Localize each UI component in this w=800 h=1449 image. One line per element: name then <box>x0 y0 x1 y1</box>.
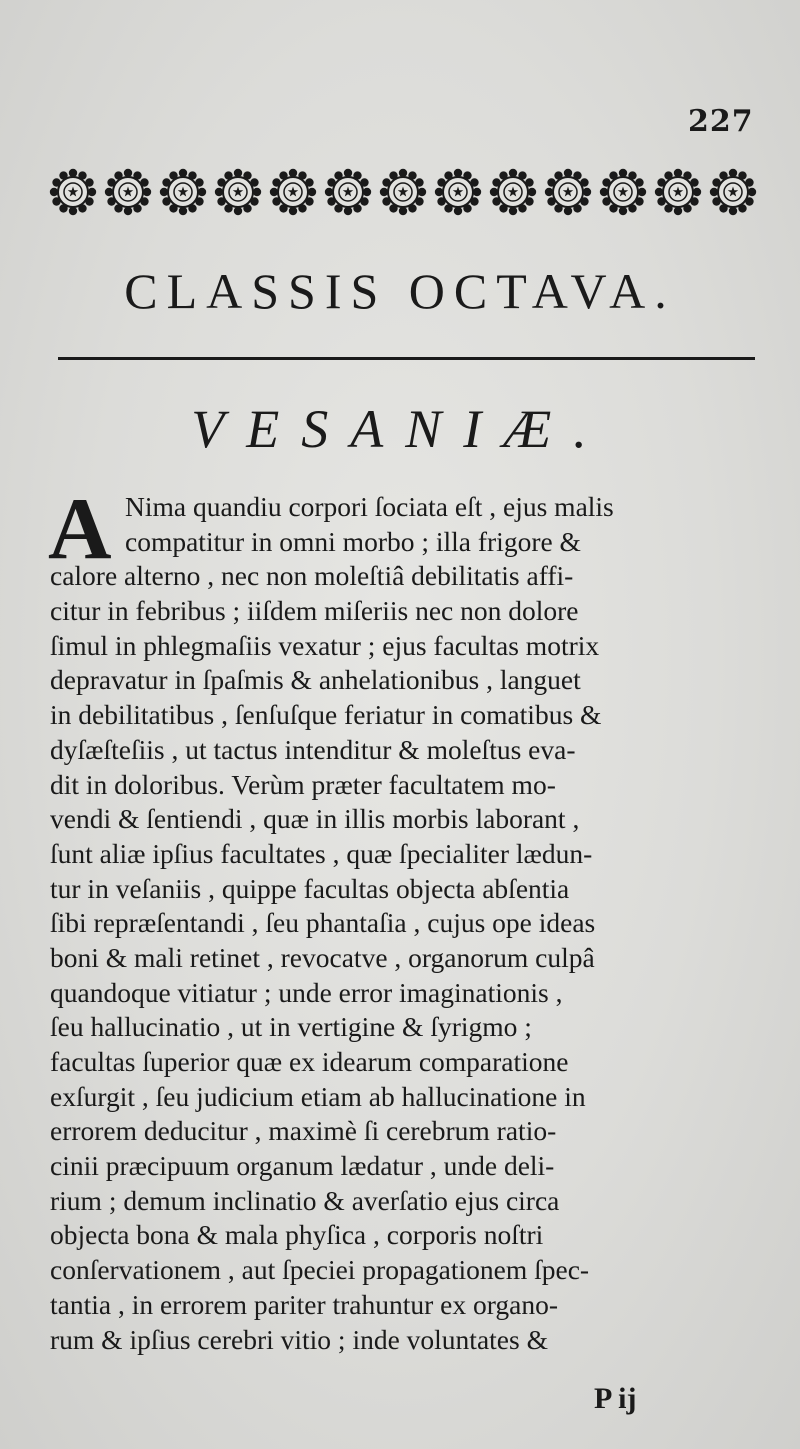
rosette-icon <box>488 167 538 217</box>
text-line: facultas ſuperior quæ ex idearum comparatione <box>50 1046 569 1077</box>
text-line: dyſæſteſiis , ut tactus intenditur & moleſtus eva- <box>50 733 576 765</box>
rosette-icon <box>378 167 428 217</box>
body-text <box>48 481 755 1357</box>
rosette-icon <box>103 167 153 217</box>
text-line: Nima quandiu corpori ſociata eſt , ejus malis <box>125 491 614 522</box>
text-line: ſibi repræſentandi , ſeu phantaſia , cujus ope ideas <box>50 907 596 939</box>
ornament-border <box>48 166 758 218</box>
text-line: ſeu hallucinatio , ut in vertigine & ſyrigmo ; <box>50 1011 532 1043</box>
rosette-icon <box>543 167 593 217</box>
text-line: citur in febribus ; iiſdem miſeriis nec non dolore <box>50 595 579 627</box>
section-subheading: VESANIÆ. <box>191 399 609 459</box>
text-line: rium ; demum inclinatio & averſatio ejus circa <box>50 1184 560 1216</box>
text-line: cinii præcipuum organum lædatur , unde deli- <box>50 1150 555 1182</box>
text-line: vendi & ſentiendi , quæ in illis morbis laborant , <box>50 803 580 835</box>
rosette-icon <box>158 167 208 217</box>
text-line: dit in doloribus. Verùm præter facultatem mo- <box>50 768 556 800</box>
text-line: in debilitatibus , ſenſuſque feriatur in comatibus & <box>50 699 602 731</box>
rosette-icon <box>433 167 483 217</box>
rosette-icon <box>323 167 373 217</box>
text-line: errorem deducitur , maximè ſi cerebrum ratio- <box>50 1115 557 1147</box>
text-line: calore alterno , nec non moleſtiâ debilitatis affi- <box>50 560 574 592</box>
catchword: P ij <box>594 1382 637 1415</box>
horizontal-rule <box>58 357 755 360</box>
rosette-icon <box>213 167 263 217</box>
drop-cap: A <box>48 481 112 578</box>
text-line: tantia , in errorem pariter trahuntur ex organo- <box>50 1288 559 1320</box>
text-line: ſimul in phlegmaſiis vexatur ; ejus facultas motrix <box>50 629 600 661</box>
rosette-icon <box>653 167 703 217</box>
page-number: 227 <box>688 104 754 139</box>
text-line: quandoque vitiatur ; unde error imaginationis , <box>50 976 563 1008</box>
rosette-icon <box>48 167 98 217</box>
text-line: exſurgit , ſeu judicium etiam ab hallucinatione in <box>50 1080 586 1112</box>
rosette-icon <box>598 167 648 217</box>
text-line: objecta bona & mala phyſica , corporis noſtri <box>50 1219 544 1251</box>
chapter-heading: CLASSIS OCTAVA. <box>124 263 676 319</box>
text-line: tur in veſaniis , quippe facultas objecta abſentia <box>50 872 570 904</box>
text-line: conſervationem , aut ſpeciei propagationem ſpec- <box>50 1254 590 1286</box>
text-line: ſunt aliæ ipſius facultates , quæ ſpecialiter lædun- <box>50 837 593 869</box>
rosette-icon <box>708 167 758 217</box>
text-line: depravatur in ſpaſmis & anhelationibus , languet <box>50 664 581 696</box>
text-line: compatitur in omni morbo ; illa frigore & <box>125 525 581 557</box>
rosette-icon <box>268 167 318 217</box>
text-line: boni & mali retinet , revocatve , organorum culpâ <box>50 941 595 973</box>
text-line: rum & ipſius cerebri vitio ; inde voluntates & <box>50 1323 548 1355</box>
